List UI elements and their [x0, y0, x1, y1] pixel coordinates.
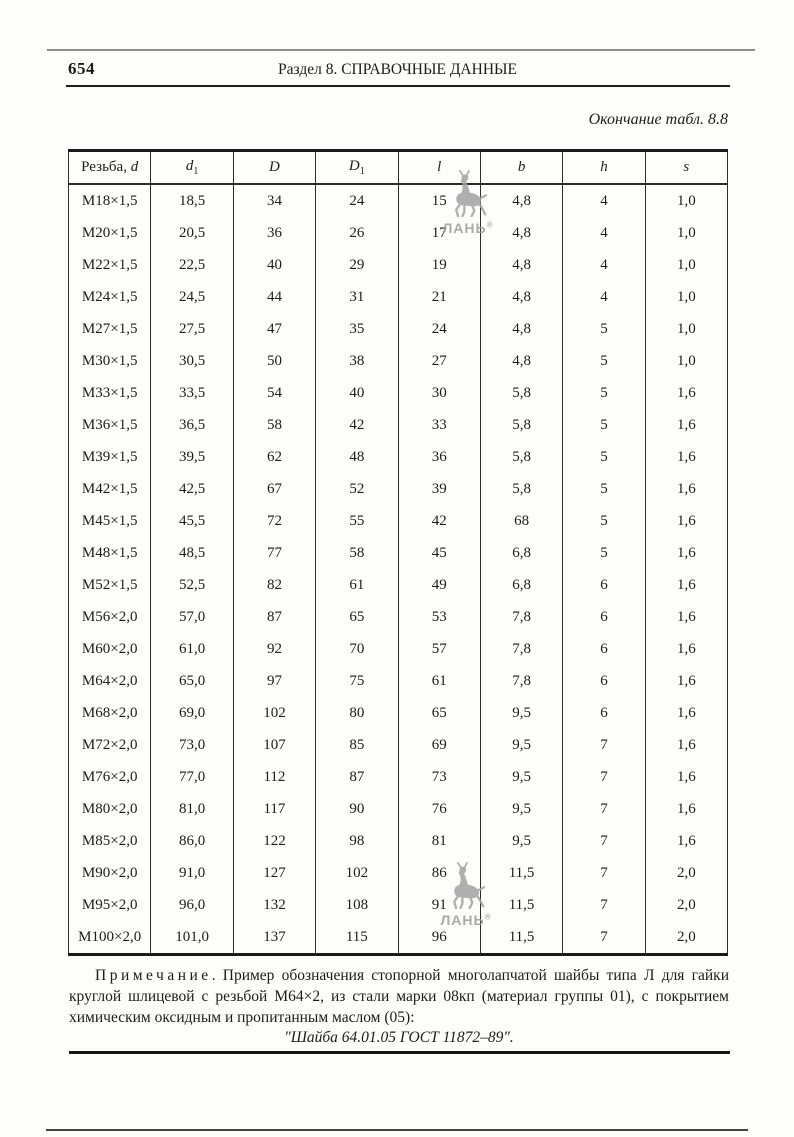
table-cell: 1,6 [645, 601, 727, 633]
table-cell: 6,8 [480, 569, 562, 601]
table-cell: 7 [563, 921, 645, 955]
table-cell: 77 [233, 537, 315, 569]
table-cell: 87 [316, 761, 398, 793]
table-cell: 48 [316, 441, 398, 473]
table-cell: 42 [316, 409, 398, 441]
table-cell: 40 [316, 377, 398, 409]
table-cell: 1,6 [645, 537, 727, 569]
table-cell: 7 [563, 729, 645, 761]
table-cell: 6 [563, 601, 645, 633]
table-body [69, 184, 728, 955]
table-cell: 107 [233, 729, 315, 761]
table-cell: 86 [398, 857, 480, 889]
table-cell: 4 [563, 217, 645, 249]
table-cell: 53 [398, 601, 480, 633]
table-cell: 72 [233, 505, 315, 537]
table-cell: 7 [563, 857, 645, 889]
table-row [69, 377, 728, 409]
table-cell: 82 [233, 569, 315, 601]
table-cell: 1,0 [645, 313, 727, 345]
table-cell: 44 [233, 281, 315, 313]
table-cell: 5 [563, 377, 645, 409]
table-cell: 67 [233, 473, 315, 505]
table-cell: 108 [316, 889, 398, 921]
table-cell: 117 [233, 793, 315, 825]
table-cell: 4,8 [480, 217, 562, 249]
table-cell: 4 [563, 281, 645, 313]
table-cell: 15 [398, 184, 480, 217]
table-cell: 5 [563, 409, 645, 441]
table-row [69, 441, 728, 473]
table-cell: 1,0 [645, 184, 727, 217]
table-cell: 40 [233, 249, 315, 281]
table-cell: 102 [233, 697, 315, 729]
washer-dimensions-table [68, 149, 728, 956]
table-cell: 6 [563, 569, 645, 601]
table-head [69, 151, 728, 185]
table-cell: 65 [316, 601, 398, 633]
table-cell: 6 [563, 633, 645, 665]
watermark-label: ЛАНЬ® [442, 220, 494, 236]
table-cell: 75 [316, 665, 398, 697]
table-cell: 4,8 [480, 184, 562, 217]
table-cell: 17 [398, 217, 480, 249]
table-cell: 7,8 [480, 665, 562, 697]
table-cell: 1,0 [645, 249, 727, 281]
table-cell: 61 [316, 569, 398, 601]
table-row [69, 184, 728, 217]
table-cell: 4,8 [480, 345, 562, 377]
table-cell: 1,6 [645, 377, 727, 409]
table-cell: М45×1,5 [69, 505, 151, 537]
table-cell: М90×2,0 [69, 857, 151, 889]
table-cell: 112 [233, 761, 315, 793]
table-cell: 42,5 [151, 473, 233, 505]
table-cell: 30,5 [151, 345, 233, 377]
table-cell: 91 [398, 889, 480, 921]
table-cell: 38 [316, 345, 398, 377]
table-cell: 39 [398, 473, 480, 505]
table-cell: 1,6 [645, 633, 727, 665]
table-cell: М20×1,5 [69, 217, 151, 249]
table-row [69, 889, 728, 921]
table-cell: 7 [563, 825, 645, 857]
table-cell: 58 [233, 409, 315, 441]
table-row [69, 857, 728, 889]
running-head-divider [66, 85, 730, 87]
designation-example: "Шайба 64.01.05 ГОСТ 11872–89". [284, 1029, 514, 1046]
table-cell: 90 [316, 793, 398, 825]
table-cell: 97 [233, 665, 315, 697]
section-title: Раздел 8. СПРАВОЧНЫЕ ДАННЫЕ [278, 61, 517, 78]
column-header: D [233, 151, 315, 185]
table-cell: 65 [398, 697, 480, 729]
table-cell: 1,6 [645, 441, 727, 473]
table-cell: 5 [563, 441, 645, 473]
table-cell: М76×2,0 [69, 761, 151, 793]
table-cell: 11,5 [480, 889, 562, 921]
table-cell: 115 [316, 921, 398, 955]
table-cell: М95×2,0 [69, 889, 151, 921]
table-cell: 35 [316, 313, 398, 345]
note-text: . Пример обозначения стопорной многолапчатой шайбы типа Л для гайки круглой шлицевой с резьбой М64×2, из стали марки 08кп (материал группы 01), с покрытием химическим оксидным и пропитанным маслом (05): [69, 967, 729, 1026]
table-cell: 1,6 [645, 793, 727, 825]
table-cell: М39×1,5 [69, 441, 151, 473]
table-cell: 6,8 [480, 537, 562, 569]
table-cell: 69 [398, 729, 480, 761]
table-cell: 42 [398, 505, 480, 537]
table-cell: М72×2,0 [69, 729, 151, 761]
table-cell: 39,5 [151, 441, 233, 473]
table-cell: 4,8 [480, 281, 562, 313]
table-row [69, 537, 728, 569]
table-cell: 85 [316, 729, 398, 761]
column-header: $D_1$ [316, 151, 398, 185]
table-cell: 96,0 [151, 889, 233, 921]
table-caption: Окончание табл. 8.8 [588, 111, 728, 128]
column-header: l [398, 151, 480, 185]
column-header: Резьба, d [69, 151, 151, 185]
table-cell: 1,6 [645, 409, 727, 441]
top-divider [47, 49, 755, 51]
table-cell: 24 [398, 313, 480, 345]
table-cell: 11,5 [480, 921, 562, 955]
table-cell: 49 [398, 569, 480, 601]
table-cell: М24×1,5 [69, 281, 151, 313]
table-cell: 36 [398, 441, 480, 473]
table-cell: 65,0 [151, 665, 233, 697]
table-cell: 2,0 [645, 921, 727, 955]
table-cell: 54 [233, 377, 315, 409]
table-cell: 5 [563, 313, 645, 345]
table-cell: 5 [563, 505, 645, 537]
table-cell: 76 [398, 793, 480, 825]
table-cell: 68 [480, 505, 562, 537]
table-cell: 137 [233, 921, 315, 955]
table-cell: 101,0 [151, 921, 233, 955]
table-cell: 24,5 [151, 281, 233, 313]
table-cell: 73,0 [151, 729, 233, 761]
table-cell: М30×1,5 [69, 345, 151, 377]
table-cell: 96 [398, 921, 480, 955]
table-cell: 48,5 [151, 537, 233, 569]
table-cell: 4,8 [480, 313, 562, 345]
table-cell: 1,6 [645, 825, 727, 857]
table-cell: М22×1,5 [69, 249, 151, 281]
table-cell: М100×2,0 [69, 921, 151, 955]
table-cell: 5,8 [480, 473, 562, 505]
table-cell: 9,5 [480, 793, 562, 825]
table-cell: М60×2,0 [69, 633, 151, 665]
table-cell: 132 [233, 889, 315, 921]
table-cell: 86,0 [151, 825, 233, 857]
table-cell: 47 [233, 313, 315, 345]
table-row [69, 473, 728, 505]
table-cell: 1,6 [645, 697, 727, 729]
note-paragraph [69, 965, 729, 1028]
table-cell: 1,0 [645, 281, 727, 313]
table-cell: 7 [563, 793, 645, 825]
table-row [69, 569, 728, 601]
table-cell: 20,5 [151, 217, 233, 249]
table-cell: М68×2,0 [69, 697, 151, 729]
table-cell: М36×1,5 [69, 409, 151, 441]
table-cell: М56×2,0 [69, 601, 151, 633]
table-row [69, 217, 728, 249]
table-cell: 1,6 [645, 729, 727, 761]
table-cell: 29 [316, 249, 398, 281]
table-cell: 91,0 [151, 857, 233, 889]
table-cell: 9,5 [480, 761, 562, 793]
table-cell: 4 [563, 249, 645, 281]
table-cell: 19 [398, 249, 480, 281]
table-cell: 2,0 [645, 857, 727, 889]
table-row [69, 793, 728, 825]
table-cell: 7 [563, 761, 645, 793]
table-cell: 52 [316, 473, 398, 505]
table-cell: М85×2,0 [69, 825, 151, 857]
table-cell: 7,8 [480, 633, 562, 665]
table-cell: 4,8 [480, 249, 562, 281]
table-cell: 27,5 [151, 313, 233, 345]
table-cell: 5,8 [480, 409, 562, 441]
table-cell: 27 [398, 345, 480, 377]
table-row [69, 313, 728, 345]
table-row [69, 601, 728, 633]
table-row [69, 665, 728, 697]
table-cell: М64×2,0 [69, 665, 151, 697]
table-cell: 62 [233, 441, 315, 473]
column-header: h [563, 151, 645, 185]
table-cell: 1,6 [645, 569, 727, 601]
table-cell: 102 [316, 857, 398, 889]
table-cell: 33,5 [151, 377, 233, 409]
table-cell: 26 [316, 217, 398, 249]
table-cell: М42×1,5 [69, 473, 151, 505]
table-cell: 77,0 [151, 761, 233, 793]
table-cell: 45,5 [151, 505, 233, 537]
table-cell: 6 [563, 665, 645, 697]
table-cell: М27×1,5 [69, 313, 151, 345]
column-header: s [645, 151, 727, 185]
table-cell: 61 [398, 665, 480, 697]
table-cell: М48×1,5 [69, 537, 151, 569]
table-cell: 1,0 [645, 345, 727, 377]
table-row [69, 409, 728, 441]
table-cell: 9,5 [480, 825, 562, 857]
table-row [69, 697, 728, 729]
column-header: b [480, 151, 562, 185]
table-cell: 55 [316, 505, 398, 537]
table-cell: 98 [316, 825, 398, 857]
table-cell: 36 [233, 217, 315, 249]
table-cell: 45 [398, 537, 480, 569]
table-cell: 1,6 [645, 505, 727, 537]
table-row [69, 345, 728, 377]
table-cell: 80 [316, 697, 398, 729]
table-cell: 57 [398, 633, 480, 665]
table-cell: М80×2,0 [69, 793, 151, 825]
bottom-divider [46, 1129, 748, 1131]
table-cell: М52×1,5 [69, 569, 151, 601]
table-cell: 1,6 [645, 473, 727, 505]
table-row [69, 281, 728, 313]
table-cell: 7 [563, 889, 645, 921]
table-cell: 1,6 [645, 761, 727, 793]
table-cell: 18,5 [151, 184, 233, 217]
table-cell: 1,0 [645, 217, 727, 249]
table-cell: 9,5 [480, 697, 562, 729]
table-cell: 50 [233, 345, 315, 377]
page-number: 654 [68, 59, 95, 78]
table-cell: 6 [563, 697, 645, 729]
table-cell: М18×1,5 [69, 184, 151, 217]
table-cell: 2,0 [645, 889, 727, 921]
table-row [69, 921, 728, 955]
table-cell: 122 [233, 825, 315, 857]
table-cell: М33×1,5 [69, 377, 151, 409]
table-cell: 73 [398, 761, 480, 793]
table-cell: 24 [316, 184, 398, 217]
header-row [69, 151, 728, 185]
table-cell: 69,0 [151, 697, 233, 729]
end-divider [69, 1051, 730, 1054]
table-row [69, 729, 728, 761]
table-row [69, 633, 728, 665]
table-cell: 92 [233, 633, 315, 665]
table-cell: 58 [316, 537, 398, 569]
table-cell: 31 [316, 281, 398, 313]
table-row [69, 761, 728, 793]
table-cell: 81,0 [151, 793, 233, 825]
table-cell: 5 [563, 537, 645, 569]
table-cell: 21 [398, 281, 480, 313]
table-cell: 57,0 [151, 601, 233, 633]
table-row [69, 825, 728, 857]
table-cell: 4 [563, 184, 645, 217]
watermark-label: ЛАНЬ® [440, 912, 492, 928]
table-cell: 5 [563, 473, 645, 505]
table-cell: 34 [233, 184, 315, 217]
table-cell: 70 [316, 633, 398, 665]
note-label: Примечание [95, 967, 212, 984]
column-header: $d_1$ [151, 151, 233, 185]
table-row [69, 249, 728, 281]
table-row [69, 505, 728, 537]
table-cell: 5 [563, 345, 645, 377]
table-cell: 7,8 [480, 601, 562, 633]
table-cell: 30 [398, 377, 480, 409]
table-cell: 87 [233, 601, 315, 633]
table-cell: 36,5 [151, 409, 233, 441]
table-cell: 22,5 [151, 249, 233, 281]
table-cell: 11,5 [480, 857, 562, 889]
table-cell: 81 [398, 825, 480, 857]
table-cell: 127 [233, 857, 315, 889]
table-cell: 52,5 [151, 569, 233, 601]
table-cell: 5,8 [480, 377, 562, 409]
table-cell: 9,5 [480, 729, 562, 761]
table-cell: 33 [398, 409, 480, 441]
table-cell: 5,8 [480, 441, 562, 473]
table-cell: 1,6 [645, 665, 727, 697]
table-cell: 61,0 [151, 633, 233, 665]
